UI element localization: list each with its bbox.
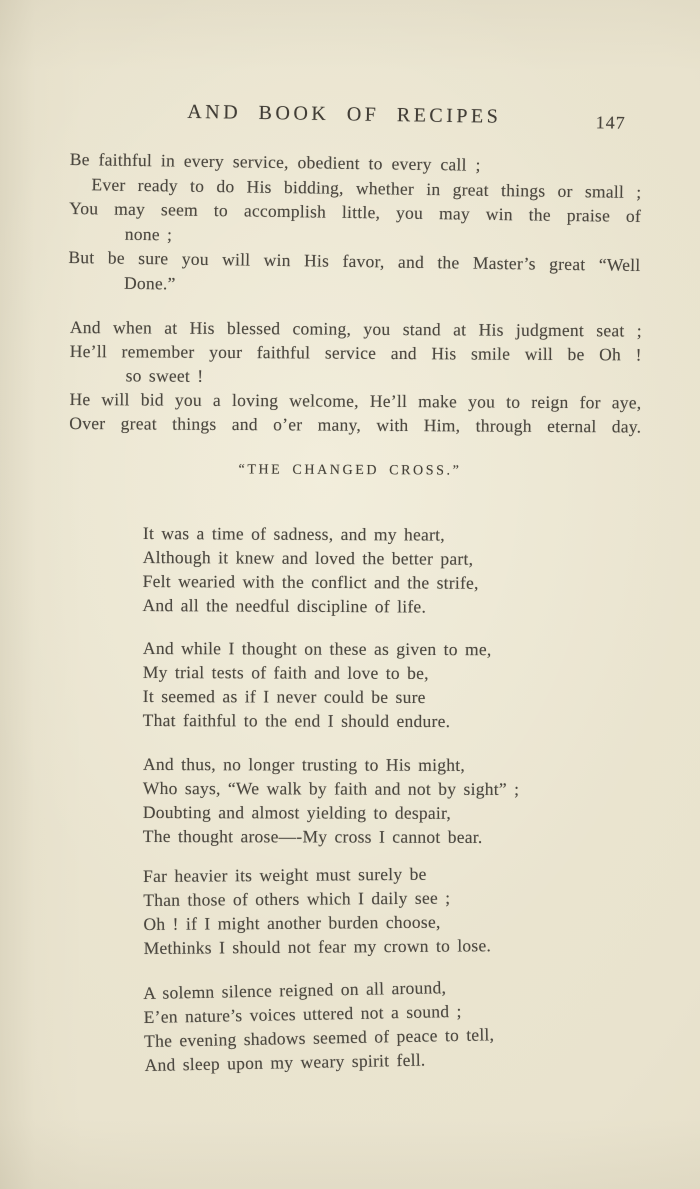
poem-stanza-5 [143,972,625,1077]
hymn-stanza-1 [68,147,642,302]
page-header [70,99,642,138]
hymn-line: He will bid you a loving welcome, He’ll make you to reign for aye, [69,388,642,413]
poem-line: Methinks I should not fear my crown to lose. [143,935,492,958]
hymn-line: But be sure you will win His favor, and the Master’s great “Well [68,246,641,275]
running-header-title: AND BOOK OF RECIPES [187,100,502,128]
poem-line: My trial tests of faith and love to be, [142,661,429,683]
hymn-line: Ever ready to do His bidding, whether in great things or small ; [91,173,642,202]
poem-line: It was a time of sadness, and my heart, [142,523,445,545]
poem-line: The evening shadows seemed of peace to tell, [143,1024,495,1051]
poem-line: A solemn silence reigned on all around, [143,977,447,1003]
poem-line: Far heavier its weight must surely be [143,863,427,886]
hymn-line: You may seem to accomplish little, you may win the praise of [69,197,642,226]
hymn-stanza-2 [69,315,642,438]
poem-line: And sleep upon my weary spirit fell. [144,1049,426,1075]
poem-line: It seemed as if I never could be sure [142,685,426,707]
hymn-line: Be faithful in every service, obedient to every call ; [69,148,481,175]
poem-stanza-4 [143,860,624,960]
poem-stanza-3 [143,752,623,849]
hymn-line: Done.” [123,272,176,293]
poem-line: Although it knew and loved the better part, [142,546,474,569]
hymn-line: He’ll remember your faithful service and His smile will be Oh ! [69,340,642,365]
poem-line: And all the needful discipline of life. [142,594,427,617]
hymn-line: so sweet ! [125,365,204,386]
poem-line: Doubting and almost yielding to despair, [142,801,452,823]
hymn-line: Over great things and o’er many, with Him, through eternal day. [69,412,642,437]
poem-line: E’en nature’s voices uttered not a sound ; [143,1000,462,1027]
poem-line: And thus, no longer trusting to His might, [142,754,465,775]
poem-stanza-1 [142,521,622,620]
poem-line: Than those of others which I daily see ; [143,887,451,910]
poem-line: That faithful to the end I should endure. [142,709,451,732]
hymn-line: And when at His blessed coming, you stand at His judgment seat ; [69,316,642,341]
hymn-line: none ; [124,223,173,244]
poem-line: Who says, “We walk by faith and not by sight” ; [142,777,520,799]
poem-stanza-2 [143,636,623,734]
page-number: 147 [595,112,626,133]
poem-title: “THE CHANGED CROSS.” [238,462,462,479]
poem-line: Oh ! if I might another burden choose, [143,911,441,934]
poem-line: And while I thought on these as given to me, [142,638,492,660]
poem-line: Felt wearied with the conflict and the strife, [142,570,479,593]
poem-line: The thought arose—-My cross I cannot bear. [142,825,483,847]
